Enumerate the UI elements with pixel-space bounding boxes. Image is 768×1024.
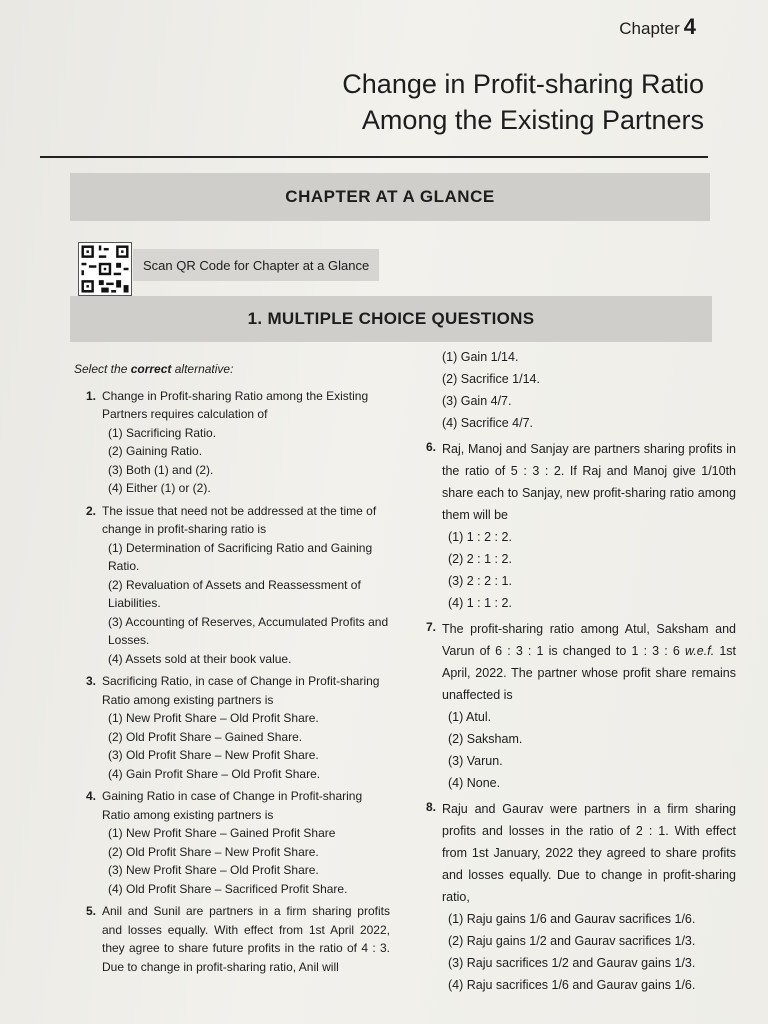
option: (2) Raju gains 1/2 and Gaurav sacrifices 1/3. — [448, 934, 696, 948]
question-text: The issue that need not be addressed at the time of change in profit-sharing ratio is — [102, 503, 377, 536]
option: (2) Sacrifice 1/14. — [442, 372, 540, 386]
option: (4) Raju sacrifices 1/6 and Gaurav gains 1/6. — [448, 978, 696, 992]
qr-code-label: Scan QR Code for Chapter at a Glance — [133, 249, 379, 281]
option: (4) Assets sold at their book value. — [108, 651, 292, 666]
chapter-at-a-glance-heading: CHAPTER AT A GLANCE — [70, 173, 710, 221]
chapter-title — [0, 66, 704, 138]
option: (3) Old Profit Share – New Profit Share. — [108, 748, 319, 762]
question-text: Raj, Manoj and Sanjay are partners sharing profits in the ratio of 5 : 3 : 2. If Raj and Manoj give 1/10th share each to Sanjay, new profit-sharing ratio among them will be — [442, 442, 736, 522]
option: (4) Old Profit Share – Sacrificed Profit Share. — [108, 881, 348, 896]
question-1: 1. Change in Profit-sharing Ratio among the Existing Partners requires calculation of (1) Sacrificing Ratio. (2) Gaining Ratio. (3) Both (1) and (2). (4) Either (1) or (2). — [74, 387, 390, 498]
option: (2) Old Profit Share – Gained Share. — [108, 729, 303, 744]
chapter-number: 4 — [683, 14, 696, 39]
mcq-section-heading: 1. MULTIPLE CHOICE QUESTIONS — [70, 296, 712, 342]
chapter-title-line-1: Change in Profit-sharing Ratio — [342, 69, 704, 99]
option: (4) Either (1) or (2). — [108, 481, 211, 495]
question-5: 5. Anil and Sunil are partners in a firm sharing profits and losses equally. With effect from 1st April 2022, they agree to share future profits in the ratio of 4 : 3. Due to change in profit-sharing ratio, Anil will — [74, 902, 390, 976]
option: (1) Sacrificing Ratio. — [108, 425, 217, 440]
title-divider — [40, 156, 708, 158]
option: (3) New Profit Share – Old Profit Share. — [108, 863, 319, 877]
option: (3) Both (1) and (2). — [108, 462, 214, 477]
question-8: 8. Raju and Gaurav were partners in a firm sharing profits and losses in the ratio of 2 : 1. With effect from 1st January, 2022 they agreed to share profits and losses equally. Due to change in profit-sharing ratio, (1) Raju gains 1/6 and Gaurav sacrifices 1/6. (2) Raju gains 1/2 and Gaurav sacrifices 1/3. (3) Raju sacrifices 1/2 and Gaurav gains 1/3. (4) Raju sacrifices 1/6 and Gaurav gains 1/6. — [414, 798, 736, 996]
question-text: Change in Profit-sharing Ratio among the Existing Partners requires calculation of — [102, 388, 369, 421]
question-2: 2. The issue that need not be addressed at the time of change in profit-sharing ratio is (1) Determination of Sacrificing Ratio and Gaining Ratio. (2) Revaluation of Assets and Reassessment of Liabilities. (3) Accounting of Reserves, Accumulated Profits and Losses. (4) Assets sold at their book value. — [74, 502, 390, 669]
option: (2) Revaluation of Assets and Reassessment of Liabilities. — [108, 577, 361, 610]
option: (4) 1 : 1 : 2. — [448, 596, 512, 610]
option: (4) Gain Profit Share – Old Profit Share. — [108, 766, 321, 781]
option: (1) Atul. — [448, 710, 492, 724]
option: (1) Raju gains 1/6 and Gaurav sacrifices 1/6. — [448, 912, 696, 926]
option: (2) Saksham. — [448, 732, 523, 746]
chapter-label — [619, 14, 696, 40]
question-text: The profit-sharing ratio among Atul, Saksham and Varun of 6 : 3 : 1 is changed to 1 : 3 : 6 w.e.f. 1st April, 2022. The partner whose profit share remains unaffected is — [442, 622, 736, 702]
question-text: Raju and Gaurav were partners in a firm sharing profits and losses in the ratio of 2 : 1. With effect from 1st January, 2022 they agreed to share profits and losses equally. Due to change in profit-sharing ratio, — [442, 802, 736, 904]
question-7: 7. The profit-sharing ratio among Atul, Saksham and Varun of 6 : 3 : 1 is changed to 1 : 3 : 6 w.e.f. 1st April, 2022. The partner whose profit share remains unaffected is (1) Atul. (2) Saksham. (3) Varun. (4) None. — [414, 618, 736, 794]
question-4: 4. Gaining Ratio in case of Change in Profit-sharing Ratio among existing partners is (1) New Profit Share – Gained Profit Share (2) Old Profit Share – New Profit Share. (3) New Profit Share – Old Profit Share. (4) Old Profit Share – Sacrificed Profit Share. — [74, 787, 390, 898]
option: (3) 2 : 2 : 1. — [448, 574, 512, 588]
question-text: Anil and Sunil are partners in a firm sharing profits and losses equally. With effect from 1st April 2022, they agree to share future profits in the ratio of 4 : 3. Due to change in profit-sharing ratio, Anil will — [102, 904, 390, 974]
option: (1) New Profit Share – Old Profit Share. — [108, 711, 319, 725]
option: (4) None. — [448, 776, 501, 790]
left-column — [74, 360, 390, 980]
question-5-options — [414, 346, 736, 434]
question-6: 6. Raj, Manoj and Sanjay are partners sharing profits in the ratio of 5 : 3 : 2. If Raj and Manoj give 1/10th share each to Sanjay, new profit-sharing ratio among them will be (1) 1 : 2 : 2. (2) 2 : 1 : 2. (3) 2 : 2 : 1. (4) 1 : 1 : 2. — [414, 438, 736, 614]
option: (1) Gain 1/14. — [442, 350, 519, 364]
option: (1) Determination of Sacrificing Ratio and Gaining Ratio. — [108, 540, 373, 573]
option: (1) New Profit Share – Gained Profit Share — [108, 826, 336, 840]
instruction: Select the correct alternative: — [74, 362, 234, 376]
qr-code-icon — [78, 242, 132, 296]
option: (3) Gain 4/7. — [442, 394, 512, 408]
option: (3) Accounting of Reserves, Accumulated Profits and Losses. — [108, 614, 389, 647]
option: (3) Varun. — [448, 754, 503, 768]
chapter-title-line-2: Among the Existing Partners — [361, 105, 704, 135]
chapter-word: Chapter — [619, 19, 680, 38]
option: (4) Sacrifice 4/7. — [442, 416, 534, 430]
option: (2) Gaining Ratio. — [108, 444, 203, 458]
question-text: Gaining Ratio in case of Change in Profit-sharing Ratio among existing partners is — [102, 789, 363, 822]
question-text: Sacrificing Ratio, in case of Change in Profit-sharing Ratio among existing partners is — [102, 674, 380, 707]
option: (2) 2 : 1 : 2. — [448, 552, 512, 566]
question-3: 3. Sacrificing Ratio, in case of Change in Profit-sharing Ratio among existing partners is (1) New Profit Share – Old Profit Share. (2) Old Profit Share – Gained Share. (3) Old Profit Share – New Profit Share. (4) Gain Profit Share – Old Profit Share. — [74, 672, 390, 783]
option: (2) Old Profit Share – New Profit Share. — [108, 844, 319, 859]
right-column — [414, 346, 736, 1000]
option: (1) 1 : 2 : 2. — [448, 530, 512, 544]
option: (3) Raju sacrifices 1/2 and Gaurav gains 1/3. — [448, 956, 696, 970]
